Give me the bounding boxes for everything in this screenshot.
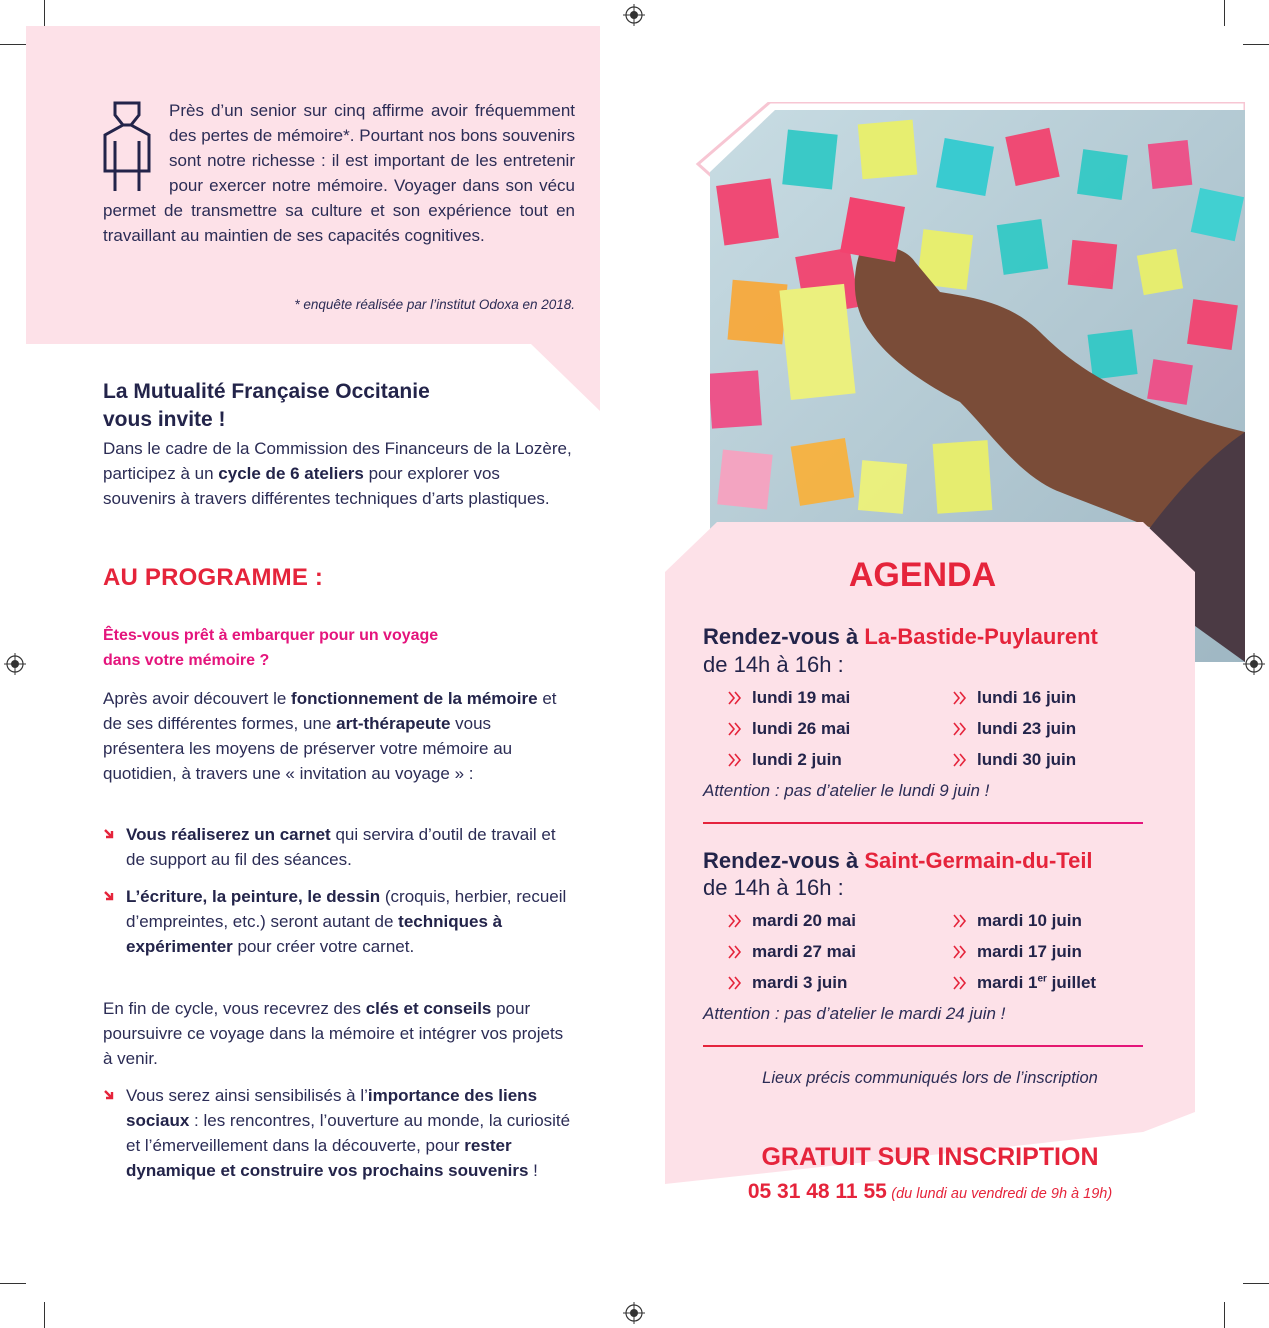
- programme-bullet-1: Vous réaliserez un carnet qui servira d’outil de travail et de support au fil des séances.: [103, 822, 573, 872]
- phone-number[interactable]: 05 31 48 11 55: [747, 1180, 887, 1203]
- separator-1: [703, 822, 1143, 824]
- double-chevron-icon: [953, 945, 969, 959]
- programme-paragraph-1: Après avoir découvert le fonctionnement de la mémoire et de ses différentes formes, une art-thérapeute vous présentera les moyens de préserver votre mémoire au quotidien, à travers une « invitation au voyage » :: [103, 689, 557, 783]
- double-chevron-icon: [728, 722, 744, 736]
- mutualite-title-line1: La Mutualité Française Occitanie: [103, 380, 430, 403]
- double-chevron-icon: [728, 914, 744, 928]
- mutualite-paragraph: Dans le cadre de la Commission des Financeurs de la Lozère, participez à un cycle de 6 ateliers pour explorer vos souvenirs à travers différentes techniques d’arts plastiques.: [103, 439, 572, 508]
- contact-line: [700, 1180, 1160, 1204]
- date-site1-right-1: lundi 23 juin: [953, 719, 1076, 739]
- lieux-note: Lieux précis communiqués lors de l’inscription: [762, 1069, 1098, 1087]
- date-site1-right-2: lundi 30 juin: [953, 750, 1076, 770]
- crop-mark-tr-v: [1224, 0, 1225, 26]
- date-site1-left-2: lundi 2 juin: [728, 750, 842, 770]
- intro-footnote: * enquête réalisée par l’institut Odoxa en 2018.: [294, 297, 575, 312]
- mutualite-title: [103, 378, 563, 434]
- arrow-down-right-icon: [103, 828, 115, 840]
- double-chevron-icon: [728, 976, 744, 990]
- date-site1-right-0: lundi 16 juin: [953, 688, 1076, 708]
- rdv-time-site-2: de 14h à 16h :: [703, 875, 844, 900]
- programme-title: AU PROGRAMME :: [103, 564, 324, 591]
- crop-mark-br-v: [1224, 1302, 1225, 1328]
- programme-question: Êtes-vous prêt à embarquer pour un voyage dans votre mémoire ?: [103, 627, 439, 669]
- intro-paragraph: Près d’un senior sur cinq affirme avoir fréquemment des pertes de mémoire*. Pourtant nos bons souvenirs sont notre richesse : il est important de les entretenir pour exercer notre mémoire. Voyager dans son vécu permet de transmettre sa culture et son expérience tout en travaillant au maintien de ses capacités cognitives.: [103, 101, 575, 245]
- crop-mark-bl-v: [44, 1302, 45, 1328]
- phone-hours: (du lundi au vendredi de 9h à 19h): [891, 1186, 1113, 1202]
- date-site2-right-1: mardi 17 juin: [953, 942, 1082, 962]
- double-chevron-icon: [953, 722, 969, 736]
- mutualite-title-line2: vous invite !: [103, 408, 226, 431]
- attention-site-2: Attention : pas d’atelier le mardi 24 juin !: [703, 1004, 1006, 1023]
- crop-mark-tr-h: [1243, 44, 1269, 45]
- double-chevron-icon: [728, 691, 744, 705]
- date-site1-left-1: lundi 26 mai: [728, 719, 850, 739]
- double-chevron-icon: [953, 753, 969, 767]
- arrow-down-right-icon: [103, 1089, 115, 1101]
- registration-mark-right-icon: [1243, 653, 1265, 675]
- crop-mark-br-h: [1243, 1283, 1269, 1284]
- rdv-site-1: Rendez-vous à La-Bastide-Puylaurent: [703, 624, 1098, 649]
- crop-mark-tl-v: [44, 0, 45, 26]
- attention-site-1: Attention : pas d’atelier le lundi 9 juin !: [703, 781, 990, 800]
- rdv-site-2: Rendez-vous à Saint-Germain-du-Teil: [703, 848, 1093, 873]
- date-site2-left-0: mardi 20 mai: [728, 911, 856, 931]
- programme-paragraph-2: En fin de cycle, vous recevrez des clés et conseils pour poursuivre ce voyage dans la mémoire et intégrer vos projets à venir.: [103, 999, 564, 1068]
- registration-mark-top-icon: [623, 4, 645, 26]
- date-site1-left-0: lundi 19 mai: [728, 688, 850, 708]
- double-chevron-icon: [728, 945, 744, 959]
- date-site2-left-2: mardi 3 juin: [728, 973, 847, 993]
- double-chevron-icon: [953, 976, 969, 990]
- arrow-down-right-icon: [103, 890, 115, 902]
- agenda-title: AGENDA: [848, 556, 997, 594]
- crop-mark-bl-h: [0, 1283, 26, 1284]
- double-chevron-icon: [953, 914, 969, 928]
- separator-2: [703, 1045, 1143, 1047]
- date-site2-right-2: mardi 1er juillet: [953, 973, 1096, 993]
- registration-mark-left-icon: [4, 653, 26, 675]
- date-site2-left-1: mardi 27 mai: [728, 942, 856, 962]
- double-chevron-icon: [953, 691, 969, 705]
- programme-bullet-3: Vous serez ainsi sensibilisés à l’importance des liens sociaux : les rencontres, l’ouverture au monde, la curiosité et l’émerveillement dans la découverte, pour rester dynamique et construire vos prochains souvenirs !: [103, 1083, 573, 1183]
- rdv-time-site-1: de 14h à 16h :: [703, 652, 844, 677]
- gratuit-title: GRATUIT SUR INSCRIPTION: [761, 1143, 1099, 1171]
- date-site2-right-0: mardi 10 juin: [953, 911, 1082, 931]
- registration-mark-bottom-icon: [623, 1302, 645, 1324]
- programme-bullet-2: L’écriture, la peinture, le dessin (croquis, herbier, recueil d’empreintes, etc.) seront autant de techniques à expérimenter pour créer votre carnet.: [103, 884, 573, 959]
- crop-mark-tl-h: [0, 44, 26, 45]
- double-chevron-icon: [728, 753, 744, 767]
